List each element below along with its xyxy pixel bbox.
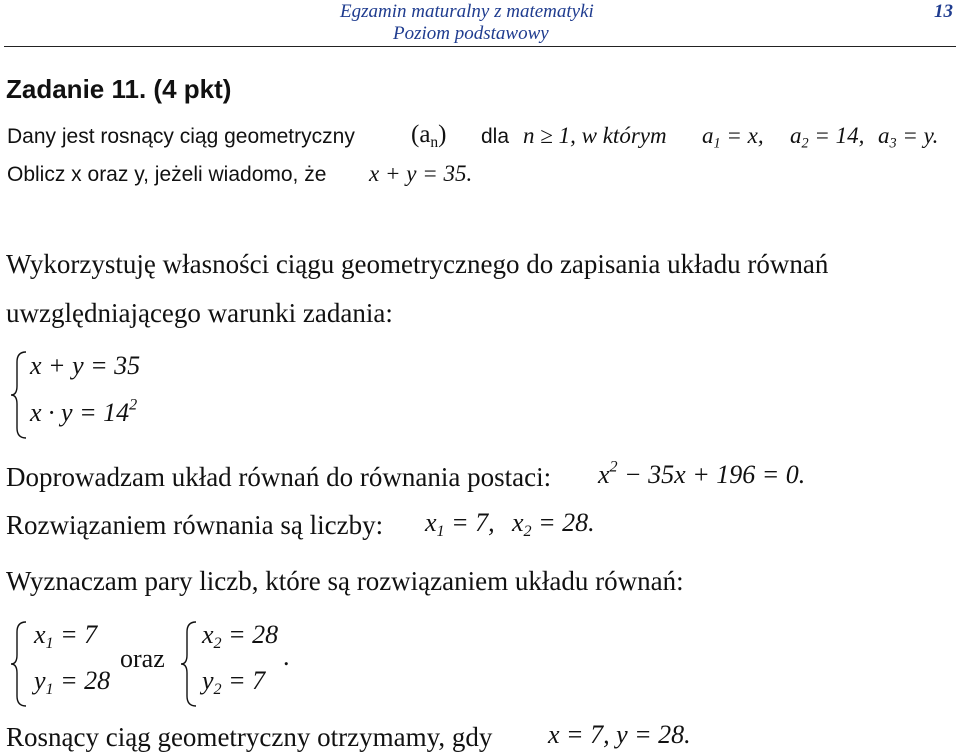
pair-a-y: $y_1 = 28$ bbox=[34, 666, 111, 699]
solution-para-2-text: Doprowadzam układ równań do równania postaci: bbox=[6, 462, 552, 492]
header-line-2: Poziom podstawowy bbox=[393, 23, 549, 44]
final-text: Rosnący ciąg geometryczny otrzymamy, gdy bbox=[6, 722, 493, 752]
pair-b-x: $x_2 = 28$ bbox=[202, 620, 279, 653]
pair-a-x: $x_1 = 7$ bbox=[34, 620, 98, 653]
task-condition: n ≥ 1, w którym bbox=[523, 123, 667, 148]
task-line-1-dla: dla bbox=[481, 125, 510, 148]
system-1-equation-1: x + y = 35 bbox=[30, 351, 141, 380]
term-a1: $a_1 = x$, bbox=[702, 123, 764, 152]
task-line-2-text: Oblicz x oraz y, jeżeli wiadomo, że bbox=[7, 163, 327, 186]
quadratic-equation: $x^2 - 35x + 196 = 0$. bbox=[598, 458, 806, 489]
solution-para-3-text: Rozwiązaniem równania są liczby: bbox=[6, 510, 384, 540]
system-1-equation-2: $x \cdot y = 14^2$ bbox=[30, 396, 138, 427]
task-title: Zadanie 11. (4 pkt) bbox=[6, 74, 232, 104]
sequence-notation: $(a_n)$ bbox=[411, 121, 447, 151]
pair-a-brace bbox=[8, 620, 30, 708]
system-1-brace bbox=[8, 350, 30, 440]
task-line-1-text: Dany jest rosnący ciąg geometryczny bbox=[7, 125, 355, 148]
solution-para-1-line-2: uwzględniającego warunki zadania: bbox=[6, 298, 393, 328]
term-a2: $a_2 = 14$, bbox=[790, 123, 865, 152]
solution-para-4-text: Wyznaczam pary liczb, które są rozwiązaniem układu równań: bbox=[6, 566, 684, 596]
pair-b-y: $y_2 = 7$ bbox=[202, 666, 266, 699]
solution-para-1-line-1: Wykorzystuję własności ciągu geometrycznego do zapisania układu równań bbox=[6, 249, 829, 279]
root-x1: $x_1 = 7$, bbox=[425, 508, 495, 541]
task-line-2-equation: x + y = 35. bbox=[369, 161, 473, 186]
root-x2: $x_2 = 28$. bbox=[512, 508, 595, 541]
pair-period: . bbox=[283, 642, 290, 671]
final-equation: x = 7, y = 28. bbox=[548, 720, 691, 749]
header-line-1: Egzamin maturalny z matematyki bbox=[340, 1, 594, 22]
oraz-label: oraz bbox=[120, 644, 165, 673]
pair-b-brace bbox=[178, 620, 200, 708]
page-number: 13 bbox=[934, 1, 953, 22]
header-rule bbox=[4, 46, 956, 47]
term-a3: $a_3 = y$. bbox=[878, 123, 939, 152]
